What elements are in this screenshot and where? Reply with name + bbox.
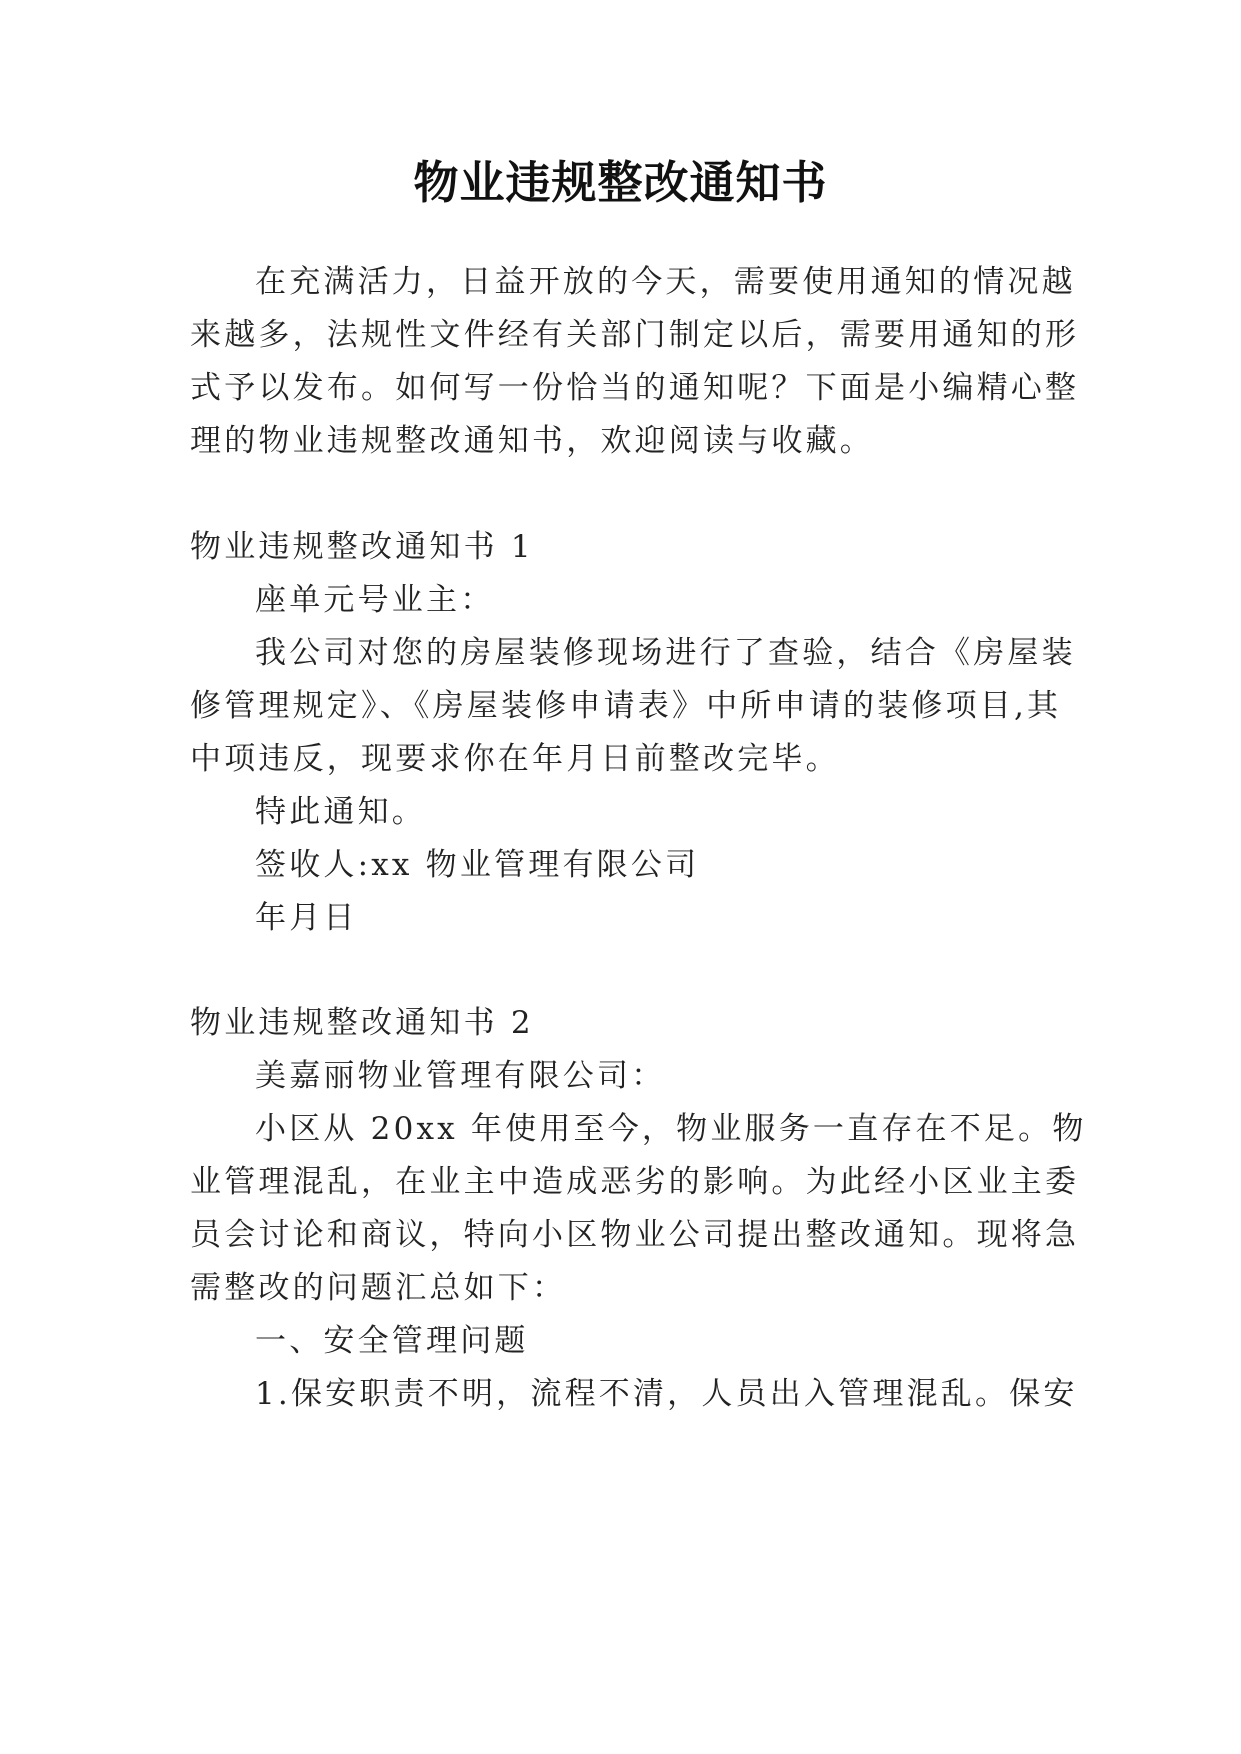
section-1-body-line-1: 我公司对您的房屋装修现场进行了查验，结合《房屋装: [255, 635, 1076, 671]
intro-line-1: 在充满活力，日益开放的今天，需要使用通知的情况越: [255, 264, 1076, 300]
section-1-salutation: 座单元号业主：: [255, 582, 495, 618]
section-1-body-line-3: 中项违反，现要求你在年月日前整改完毕。: [190, 741, 840, 777]
section-1-notice: 特此通知。: [255, 794, 426, 830]
section-2-body-line-4: 需整改的问题汇总如下：: [190, 1270, 567, 1306]
section-2-body-line-3: 员会讨论和商议，特向小区物业公司提出整改通知。现将急: [190, 1217, 1080, 1253]
section-1-signer: 签收人:xx 物业管理有限公司: [255, 847, 700, 883]
section-1-date: 年月日: [255, 900, 358, 936]
section-2-subheading: 一、安全管理问题: [255, 1323, 529, 1359]
section-2-salutation: 美嘉丽物业管理有限公司：: [255, 1058, 666, 1094]
intro-line-3: 式予以发布。如何写一份恰当的通知呢？下面是小编精心整: [190, 370, 1080, 406]
section-1-heading: 物业违规整改通知书 1: [190, 529, 534, 565]
section-2-item-1: 1.保安职责不明，流程不清，人员出入管理混乱。保安: [255, 1376, 1078, 1412]
section-2-body-line-1: 小区从 20xx 年使用至今，物业服务一直存在不足。物: [255, 1111, 1087, 1147]
document-title: 物业违规整改通知书: [413, 156, 828, 209]
intro-line-2: 来越多，法规性文件经有关部门制定以后，需要用通知的形: [190, 317, 1080, 353]
section-2-heading: 物业违规整改通知书 2: [190, 1005, 534, 1041]
section-1-body-line-2: 修管理规定》、《房屋装修申请表》中所申请的装修项目,其: [190, 688, 1062, 724]
intro-line-4: 理的物业违规整改通知书，欢迎阅读与收藏。: [190, 423, 874, 459]
section-2-body-line-2: 业管理混乱，在业主中造成恶劣的影响。为此经小区业主委: [190, 1164, 1080, 1200]
